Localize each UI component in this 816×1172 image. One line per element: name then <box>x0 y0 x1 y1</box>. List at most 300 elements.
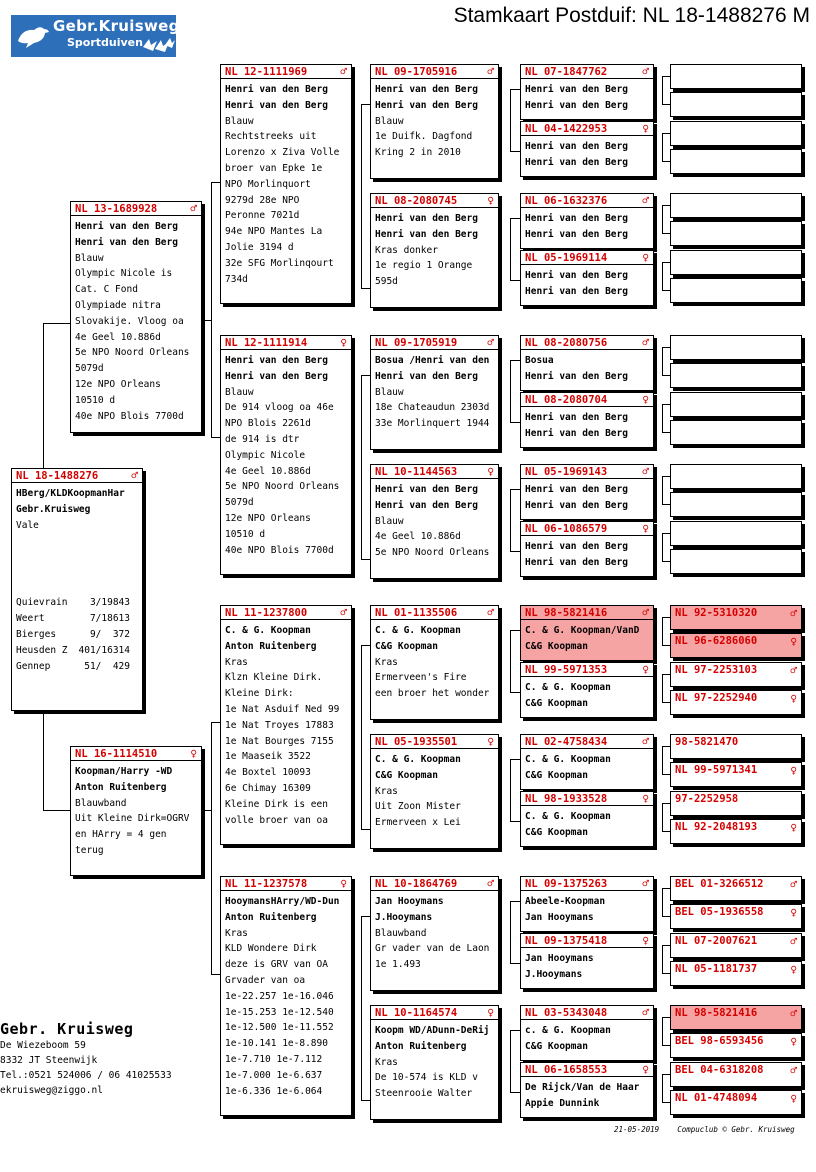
ring-number: NL 08-2080745 <box>375 194 458 207</box>
card-body <box>521 1077 653 1112</box>
ancestor-card-g5[interactable] <box>670 1062 802 1087</box>
connector-line <box>510 759 511 821</box>
ring-number: NL 07-2007621 <box>675 935 758 947</box>
note-line: Blauwband <box>375 927 427 939</box>
ring-number: NL 06-1658553 <box>525 1063 608 1076</box>
sex-symbol: ♂ <box>790 877 797 891</box>
grandparent-card[interactable] <box>220 64 352 304</box>
breeder-line: C. & G. Koopman <box>225 625 311 636</box>
great-grandparent-card[interactable] <box>370 605 499 720</box>
ancestor-card-g4[interactable] <box>520 605 654 661</box>
sex-symbol: ♀ <box>642 792 649 805</box>
subject-card[interactable] <box>11 468 143 711</box>
card-body <box>521 891 653 926</box>
ring-header <box>371 877 498 891</box>
breeder-line: Henri van den Berg <box>225 84 328 95</box>
ring-header <box>671 336 801 350</box>
breeder-line: Henri van den Berg <box>225 370 328 382</box>
note-line: Uit Kleine Dirk=OGRV <box>75 813 190 825</box>
footer-date: 21-05-2019 <box>614 1125 660 1134</box>
breeder-line: Henri van den Berg <box>375 484 478 495</box>
owner-address: De Wiezeboom 59 <box>0 1040 86 1051</box>
card-body <box>521 265 653 300</box>
breeder-line: Henri van den Berg <box>375 228 478 240</box>
footer <box>614 1125 795 1134</box>
sex-symbol: ♀ <box>642 393 649 406</box>
connector-line <box>662 533 663 561</box>
ring-header <box>71 202 201 216</box>
ancestor-card-g4[interactable] <box>520 121 654 177</box>
breeder-line: Henri van den Berg <box>525 499 628 511</box>
result-row <box>16 627 138 643</box>
ancestor-card-g5[interactable] <box>670 662 802 687</box>
ancestor-card-g4[interactable] <box>520 662 654 718</box>
ring-number: NL 92-5310320 <box>675 607 758 619</box>
ancestor-card-g5[interactable] <box>670 250 802 275</box>
card-body <box>371 1020 498 1102</box>
connector-line <box>510 280 520 281</box>
ancestor-card-g5[interactable] <box>670 335 802 360</box>
connector-line <box>662 161 670 162</box>
ancestor-card-g4[interactable] <box>520 1005 654 1061</box>
owner-name: Gebr. Kruisweg <box>0 1020 134 1038</box>
connector-line <box>662 1074 670 1075</box>
ancestor-card-g5[interactable] <box>670 690 802 715</box>
ancestor-card-g4[interactable] <box>520 335 654 391</box>
connector-line <box>662 205 663 233</box>
ancestor-card-g4[interactable] <box>520 734 654 790</box>
breeder-line: Henri van den Berg <box>525 84 628 95</box>
ancestor-card-g5[interactable] <box>670 64 802 89</box>
breeder-line: Henri van den Berg <box>75 221 178 232</box>
ring-header <box>671 606 801 620</box>
connector-line <box>662 76 670 77</box>
note-line: terug <box>75 844 104 856</box>
sex-symbol: ♀ <box>487 465 494 478</box>
note-line: De 10-574 is KLD v <box>375 1072 478 1084</box>
connector-line <box>211 722 220 723</box>
breeder-line: Abeele-Koopman <box>525 896 606 907</box>
breeder-line: Anton Ruitenberg <box>75 781 167 793</box>
ring-header <box>671 877 801 891</box>
ancestor-card-g4[interactable] <box>520 876 654 932</box>
breeder-line: Henri van den Berg <box>375 499 478 511</box>
note-line: 33e Morlinquert 1944 <box>375 418 490 430</box>
breeder-line: Bosua /Henri van den <box>375 355 490 366</box>
ring-header <box>671 251 801 265</box>
sex-symbol: ♀ <box>790 634 797 648</box>
ancestor-card-g5[interactable] <box>670 221 802 246</box>
connector-line <box>510 360 511 422</box>
connector-line <box>510 901 511 963</box>
ring-number: 98-5821470 <box>675 736 739 748</box>
ring-header <box>521 251 653 265</box>
ring-number: NL 97-2252940 <box>675 692 758 704</box>
great-grandparent-card[interactable] <box>370 335 499 450</box>
note-line: Blauw <box>225 386 254 398</box>
great-grandparent-card[interactable] <box>370 64 499 179</box>
ring-header <box>521 663 653 677</box>
connector-line <box>662 1102 670 1103</box>
card-body <box>221 350 351 558</box>
ring-header <box>671 150 801 164</box>
ring-number: NL 05-1181737 <box>675 963 758 975</box>
card-body <box>221 891 351 1099</box>
ring-header <box>671 735 801 749</box>
breeder-line: HBerg/KLDKoopmanHar <box>16 488 125 499</box>
note-line: Kring 2 in 2010 <box>375 147 461 159</box>
breeder-line: Henri van den Berg <box>525 156 628 168</box>
card-body <box>371 749 498 831</box>
ancestor-card-g4[interactable] <box>520 193 654 249</box>
ring-header <box>671 65 801 79</box>
card-body <box>521 136 653 171</box>
ring-header <box>221 65 351 79</box>
grandparent-card[interactable] <box>220 605 352 845</box>
note-line: 595d <box>375 276 398 288</box>
ring-header <box>671 691 801 705</box>
connector-line <box>202 320 211 321</box>
breeder-line: C. & G. Koopman <box>525 682 611 693</box>
note-line: Gr vader van de Laon <box>375 943 490 955</box>
breeder-line: Bosua <box>525 355 554 366</box>
connector-line <box>662 945 670 946</box>
card-body <box>521 208 653 243</box>
connector-line <box>361 375 362 559</box>
breeder-line: Henri van den Berg <box>525 141 628 152</box>
sex-symbol: ♂ <box>131 469 138 482</box>
great-grandparent-card[interactable] <box>370 1005 499 1120</box>
flying-pigeons-icon <box>141 35 175 53</box>
note-line: Ermerveen x Lei <box>375 817 461 829</box>
note-line: 1e-7.000 1e-6.637 <box>225 1069 323 1081</box>
sire-card[interactable] <box>70 201 202 433</box>
note-line: De 914 vloog oa 46e <box>225 402 334 414</box>
ring-header <box>371 194 498 208</box>
ring-number: NL 98-1933528 <box>525 792 608 805</box>
connector-line <box>510 218 511 280</box>
ancestor-card-g5[interactable] <box>670 819 802 844</box>
ancestor-card-g5[interactable] <box>670 605 802 630</box>
connector-line <box>662 476 663 504</box>
note-line: 1e Nat Asduif Ned 99 <box>225 703 340 715</box>
breeder-line: C&G Koopman <box>525 769 588 781</box>
ring-number: NL 99-5971353 <box>525 663 608 676</box>
great-grandparent-card[interactable] <box>370 464 499 579</box>
note-line: Kras <box>375 1056 398 1068</box>
connector-line <box>202 810 211 811</box>
breeder-line: HooymansHArry/WD-Dun <box>225 896 340 907</box>
ancestor-card-g5[interactable] <box>670 149 802 174</box>
connector-line <box>361 288 370 289</box>
ring-number: BEL 98-6593456 <box>675 1035 764 1047</box>
card-body <box>12 483 142 674</box>
ring-header <box>671 194 801 208</box>
ring-header <box>671 820 801 834</box>
ring-header <box>671 1063 801 1077</box>
ring-number: NL 08-2080704 <box>525 393 608 406</box>
ring-header <box>521 122 653 136</box>
ancestor-card-g5[interactable] <box>670 933 802 958</box>
connector-line <box>662 133 663 161</box>
breeder-line: Henri van den Berg <box>525 228 628 240</box>
note-line: Kras <box>375 656 398 668</box>
ancestor-card-g5[interactable] <box>670 392 802 417</box>
ring-header <box>521 1063 653 1077</box>
ancestor-card-g5[interactable] <box>670 363 802 388</box>
sex-symbol: ♀ <box>642 251 649 264</box>
connector-line <box>510 1030 520 1031</box>
connector-line <box>510 630 520 631</box>
connector-line <box>662 432 670 433</box>
owner-email: ekruisweg@ziggo.nl <box>0 1085 103 1096</box>
ancestor-card-g5[interactable] <box>670 876 802 901</box>
connector-line <box>662 831 670 832</box>
sex-symbol: ♂ <box>642 735 649 748</box>
note-line: 10510 d <box>225 528 266 540</box>
note-line: Kleine Dirk is een <box>225 798 328 810</box>
ring-number: NL 05-1969114 <box>525 251 608 264</box>
ring-number: 97-2252958 <box>675 793 739 805</box>
ancestor-card-g5[interactable] <box>670 904 802 929</box>
breeder-line: Henri van den Berg <box>75 236 178 248</box>
connector-line <box>662 888 663 916</box>
note-line: 4e Boxtel 10093 <box>225 767 311 779</box>
note-line: Kleine Dirk: <box>225 688 294 700</box>
ancestor-card-g5[interactable] <box>670 734 802 759</box>
connector-line <box>662 262 670 263</box>
note-line: 5e NPO Noord Orleans <box>75 347 190 359</box>
card-body <box>521 350 653 385</box>
ring-header <box>521 393 653 407</box>
ring-header <box>521 792 653 806</box>
ring-header <box>521 606 653 620</box>
connector-line <box>510 89 511 151</box>
ring-header <box>221 877 351 891</box>
breeder-line: Anton Ruitenberg <box>375 1040 467 1052</box>
ancestor-card-g5[interactable] <box>670 1005 802 1030</box>
note-line: Lorenzo x Ziva Volle <box>225 147 340 159</box>
note-line: een broer het wonder <box>375 688 490 700</box>
ring-header <box>671 905 801 919</box>
card-body <box>371 350 498 432</box>
breeder-line: J.Hooymans <box>525 968 583 980</box>
note-line: Kras <box>375 785 398 797</box>
breeder-line: Henri van den Berg <box>375 84 478 95</box>
note-line: deze is GRV van OA <box>225 959 328 971</box>
sex-symbol: ♀ <box>790 1091 797 1105</box>
ring-number: BEL 05-1936558 <box>675 906 764 918</box>
ring-header <box>371 65 498 79</box>
connector-line <box>43 810 70 811</box>
ancestor-card-g5[interactable] <box>670 961 802 986</box>
ancestor-card-g5[interactable] <box>670 121 802 146</box>
ring-header <box>671 393 801 407</box>
breeder-line: Henri van den Berg <box>375 370 478 382</box>
ring-header <box>671 962 801 976</box>
ancestor-card-g5[interactable] <box>670 278 802 303</box>
ring-number: BEL 01-3266512 <box>675 878 764 890</box>
ring-header <box>371 606 498 620</box>
ring-number: NL 05-1935501 <box>375 735 458 748</box>
result-score: 7/18613 <box>89 613 130 625</box>
connector-line <box>361 645 362 829</box>
note-line: Blauwband <box>75 797 127 809</box>
ancestor-card-g5[interactable] <box>670 549 802 574</box>
ancestor-card-g4[interactable] <box>520 521 654 577</box>
grandparent-card[interactable] <box>220 876 352 1116</box>
sex-symbol: ♂ <box>487 606 494 619</box>
ancestor-card-g5[interactable] <box>670 521 802 546</box>
ring-number: NL 13-1689928 <box>75 202 158 215</box>
note-line: 1e regio 1 Orange <box>375 260 473 272</box>
sex-symbol: ♂ <box>487 65 494 78</box>
breeder-line: C&G Koopman <box>525 640 588 652</box>
color-line: Vale <box>16 519 39 531</box>
breeder-line: Jan Hooymans <box>525 911 594 923</box>
ancestor-card-g4[interactable] <box>520 464 654 520</box>
ring-header <box>371 465 498 479</box>
ring-number: NL 10-1164574 <box>375 1006 458 1019</box>
ancestor-card-g4[interactable] <box>520 1062 654 1118</box>
ring-number: NL 01-4748094 <box>675 1092 758 1104</box>
sex-symbol: ♂ <box>340 606 347 619</box>
connector-line <box>662 702 670 703</box>
connector-line <box>662 205 670 206</box>
ring-number: NL 18-1488276 <box>16 469 99 482</box>
ring-header <box>371 336 498 350</box>
ring-number: NL 03-5343048 <box>525 1006 608 1019</box>
ring-number: NL 92-2048193 <box>675 821 758 833</box>
ancestor-card-g5[interactable] <box>670 633 802 658</box>
ring-number: NL 96-6286060 <box>675 635 758 647</box>
card-body <box>521 806 653 841</box>
card-body <box>521 749 653 784</box>
breeder-line: Henri van den Berg <box>375 213 478 224</box>
card-body <box>521 79 653 114</box>
card-body <box>521 1020 653 1055</box>
ring-number: NL 08-2080756 <box>525 336 608 349</box>
ancestor-card-g4[interactable] <box>520 250 654 306</box>
ring-header <box>671 1034 801 1048</box>
great-grandparent-card[interactable] <box>370 734 499 849</box>
ancestor-card-g5[interactable] <box>670 420 802 445</box>
ring-header <box>671 122 801 136</box>
note-line: volle broer van oa <box>225 814 328 826</box>
sex-symbol: ♀ <box>790 1034 797 1048</box>
note-line: Rechtstreeks uit <box>225 131 317 143</box>
ring-number: NL 09-1705916 <box>375 65 458 78</box>
note-line: Blauw <box>225 115 254 127</box>
note-line: Cat. C Fond <box>75 284 138 296</box>
grandparent-card[interactable] <box>220 335 352 575</box>
breeder-line: Henri van den Berg <box>525 370 628 382</box>
ancestor-card-g5[interactable] <box>670 92 802 117</box>
note-line: Olympic Nicole <box>225 449 306 461</box>
breeder-line: Henri van den Berg <box>375 99 478 111</box>
ring-header <box>521 465 653 479</box>
ancestor-card-g4[interactable] <box>520 933 654 989</box>
note-line: 5e NPO Noord Orleans <box>225 481 340 493</box>
card-body <box>221 620 351 828</box>
card-body <box>71 216 201 424</box>
note-line: 1e-22.257 1e-16.046 <box>225 990 334 1002</box>
ancestor-card-g5[interactable] <box>670 1090 802 1115</box>
breeder-line: Henri van den Berg <box>525 99 628 111</box>
connector-line <box>662 404 670 405</box>
ring-header <box>671 421 801 435</box>
ancestor-card-g5[interactable] <box>670 791 802 816</box>
note-line: 5079d <box>225 497 254 509</box>
breeder-line: C. & G. Koopman <box>525 811 611 822</box>
connector-line <box>662 76 663 104</box>
card-body <box>371 620 498 702</box>
connector-line <box>361 916 370 917</box>
note-line: 1e-15.253 1e-12.540 <box>225 1006 334 1018</box>
connector-line <box>662 746 670 747</box>
ancestor-card-g4[interactable] <box>520 392 654 448</box>
note-line: Klzn Kleine Dirk. <box>225 672 323 684</box>
connector-line <box>510 489 511 551</box>
dam-card[interactable] <box>70 746 202 876</box>
ring-header <box>221 336 351 350</box>
note-line: 1e-7.710 1e-7.112 <box>225 1053 323 1065</box>
connector-line <box>510 692 520 693</box>
ring-header <box>221 606 351 620</box>
connector-line <box>510 821 520 822</box>
result-place: Heusden Z <box>16 644 68 656</box>
breeder-line: Henri van den Berg <box>525 270 628 281</box>
note-line: 1e 1.493 <box>375 959 421 971</box>
connector-line <box>510 901 520 902</box>
ring-number: NL 09-1375263 <box>525 877 608 890</box>
connector-line <box>510 1092 520 1093</box>
breeder-line: C. & G. Koopman <box>525 754 611 765</box>
ancestor-card-g5[interactable] <box>670 464 802 489</box>
ancestor-card-g4[interactable] <box>520 791 654 847</box>
note-line: 1e Nat Troyes 17883 <box>225 719 334 731</box>
connector-line <box>662 803 670 804</box>
ancestor-card-g5[interactable] <box>670 193 802 218</box>
breeder-line: c. & G. Koopman <box>525 1025 611 1036</box>
sex-symbol: ♂ <box>642 606 649 619</box>
note-line: 4e Geel 10.886d <box>375 531 461 543</box>
ring-number: NL 06-1632376 <box>525 194 608 207</box>
ring-number: NL 05-1969143 <box>525 465 608 478</box>
ring-header <box>521 934 653 948</box>
breeder-line: Henri van den Berg <box>225 355 328 366</box>
ancestor-card-g5[interactable] <box>670 492 802 517</box>
note-line: Slovakije. Vloog oa <box>75 315 184 327</box>
card-body <box>521 677 653 712</box>
ring-header <box>671 763 801 777</box>
great-grandparent-card[interactable] <box>370 193 499 308</box>
ancestor-card-g4[interactable] <box>520 64 654 120</box>
connector-line <box>510 360 520 361</box>
great-grandparent-card[interactable] <box>370 876 499 991</box>
note-line: 4e Geel 10.886d <box>225 465 311 477</box>
breeder-line: Anton Ruitenberg <box>225 911 317 923</box>
ring-header <box>671 522 801 536</box>
breeder-line: J.Hooymans <box>375 911 433 923</box>
connector-line <box>662 674 663 702</box>
logo-subtitle: Sportduiven <box>67 36 143 49</box>
ancestor-card-g5[interactable] <box>670 1033 802 1058</box>
note-line: 40e NPO Blois 7700d <box>75 410 184 422</box>
connector-line <box>211 974 220 975</box>
ancestor-card-g5[interactable] <box>670 762 802 787</box>
ring-header <box>671 663 801 677</box>
